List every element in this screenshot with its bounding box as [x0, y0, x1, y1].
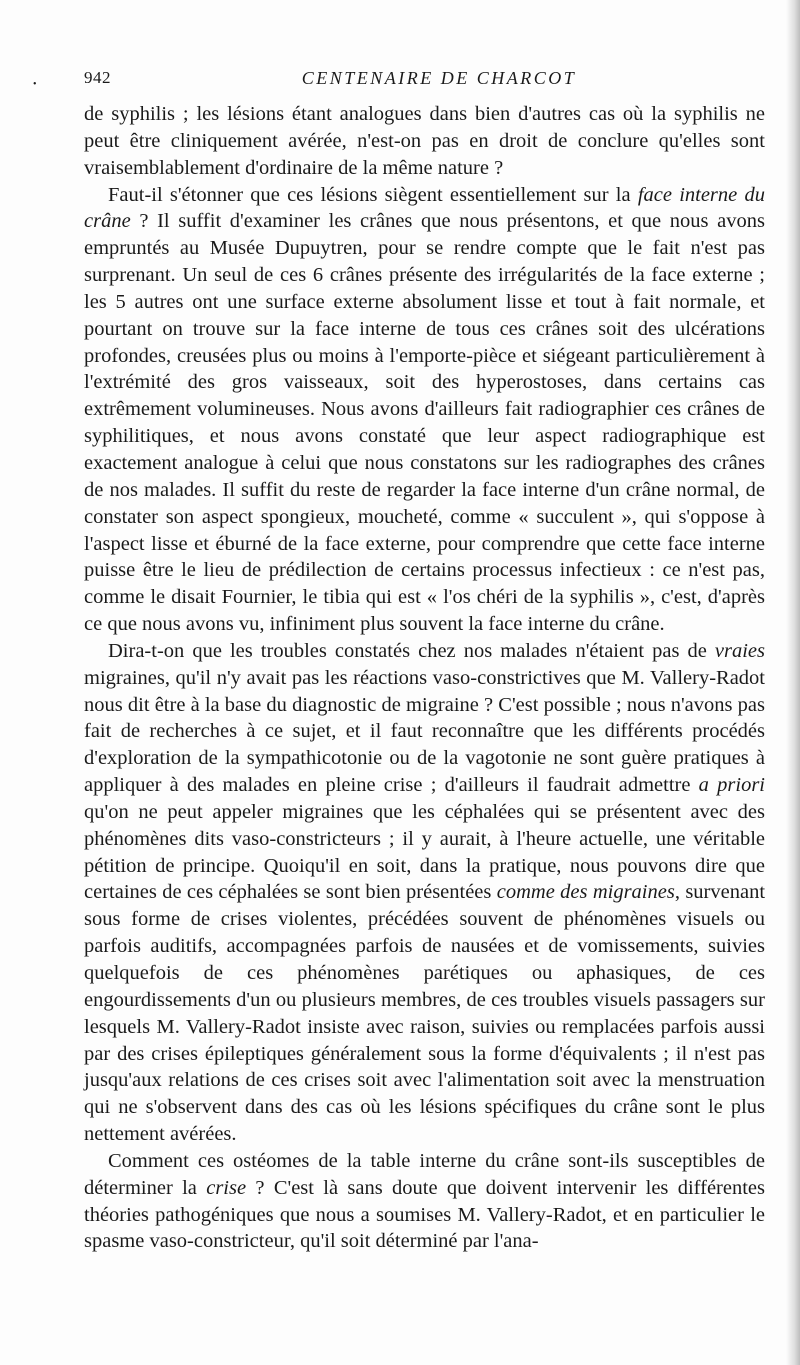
paragraph-3 [84, 638, 765, 1148]
running-title: CENTENAIRE DE CHARCOT [301, 68, 577, 88]
paragraph-1 [84, 101, 765, 182]
page-number: 942 [84, 68, 111, 87]
italic-run: comme des migraines [496, 881, 675, 904]
text-run: Faut-il s'étonner que ces lésions siègent essentiellement sur la [108, 183, 638, 206]
text-run: Dira-t-on que les troubles constatés chez nos malades n'étaient pas de [108, 639, 715, 662]
text-run: migraines, qu'il n'y avait pas les réactions vaso-constrictives que M. Vallery-Radot nous dit être à la base du diagnostic de migraine ? C'est possible ; nous n'avons pas fait de recherches à ce sujet, et il faut reconnaître que les différents procédés d'exploration de la sympathicotonie ou de la vagotonie ne sont guère pratiques à appliquer à des malades en pleine crise ; d'ailleurs il faudrait admettre [84, 666, 765, 797]
text-run: Comment ces ostéomes de la table interne du crâne sont-ils susceptibles de déterminer la [84, 1149, 765, 1199]
text-run: qu'on ne peut appeler migraines que les céphalées qui se présentent avec des phénomènes dits vaso-constricteurs ; il y aurait, à l'heure actuelle, une véritable pétition de principe. Quoiqu'il en soit, dans la pratique, nous pouvons dire que certaines de ces céphalées se sont bien présentées [84, 800, 765, 904]
italic-run: a priori [698, 774, 765, 797]
text-run: de syphilis ; les lésions étant analogues dans bien d'autres cas où la syphilis ne peut être cliniquement avérée, n'est-on pas en droit de conclure qu'elles sont vraisemblablement d'ordinaire de la même nature ? [84, 103, 765, 179]
page-edge-shadow [786, 0, 800, 1365]
text-run: , survenant sous forme de crises violentes, précédées souvent de phénomènes visuels ou parfois auditifs, accompagnées parfois de nausées et de vomissements, suivies quelquefois de ces phénomènes parétiques ou aphasiques, de ces engourdissements d'un ou plusieurs membres, de ces troubles visuels passagers sur lesquels M. Vallery-Radot insiste avec raison, suivies ou remplacées parfois aussi par des crises épileptiques généralement sous la forme d'équivalents ; il n'est pas jusqu'aux relations de ces crises soit avec l'alimentation soit avec la menstruation qui ne s'observent dans des cas où les lésions spécifiques du crâne sont le plus nettement avérées. [84, 881, 766, 1146]
paragraph-2 [84, 182, 765, 638]
page-header [84, 68, 764, 96]
text-run: ? Il suffit d'examiner les crânes que nous présentons, et que nous avons empruntés au Musée Dupuytren, pour se rendre compte que le fait n'est pas surprenant. Un seul de ces 6 crânes présente des irrégularités de la face externe ; les 5 autres ont une surface externe absolument lisse et tout à fait normale, et pourtant on trouve sur la face interne de tous ces crânes soit des ulcérations profondes, creusées plus ou moins à l'emporte-pièce et siégeant particulièrement à l'extrémité des gros vaisseaux, soit des hyperostoses, dans certains cas extrêmement volumineuses. Nous avons d'ailleurs fait radiographier ces crânes de syphilitiques, et nous avons constaté que leur aspect radiographique est exactement analogue à celui que nous constatons sur les radiographes des crânes de nos malades. Il suffit du reste de regarder la face interne d'un crâne normal, de constater son aspect spongieux, moucheté, comme « succulent », qui s'oppose à l'aspect lisse et éburné de la face externe, pour comprendre que cette face interne puisse être le lieu de prédilection de certains processus infectieux : ce n'est pas, comme le disait Fournier, le tibia qui est « l'os chéri de la syphilis », c'est, d'après ce que nous avons vu, infiniment plus souvent la face interne du crâne. [84, 210, 765, 636]
italic-run: crise [206, 1176, 247, 1199]
italic-run: face interne du crâne [84, 183, 765, 233]
text-run: ? C'est là sans doute que doivent intervenir les différentes théories pathogéniques que nous a soumises M. Vallery-Radot, et en particulier le spasme vaso-constricteur, qu'il soit déterminé par l'ana- [84, 1176, 765, 1253]
italic-run: vraies [714, 639, 765, 662]
margin-mark: • [33, 79, 37, 90]
body-text [84, 101, 765, 1255]
paragraph-4 [84, 1148, 765, 1255]
